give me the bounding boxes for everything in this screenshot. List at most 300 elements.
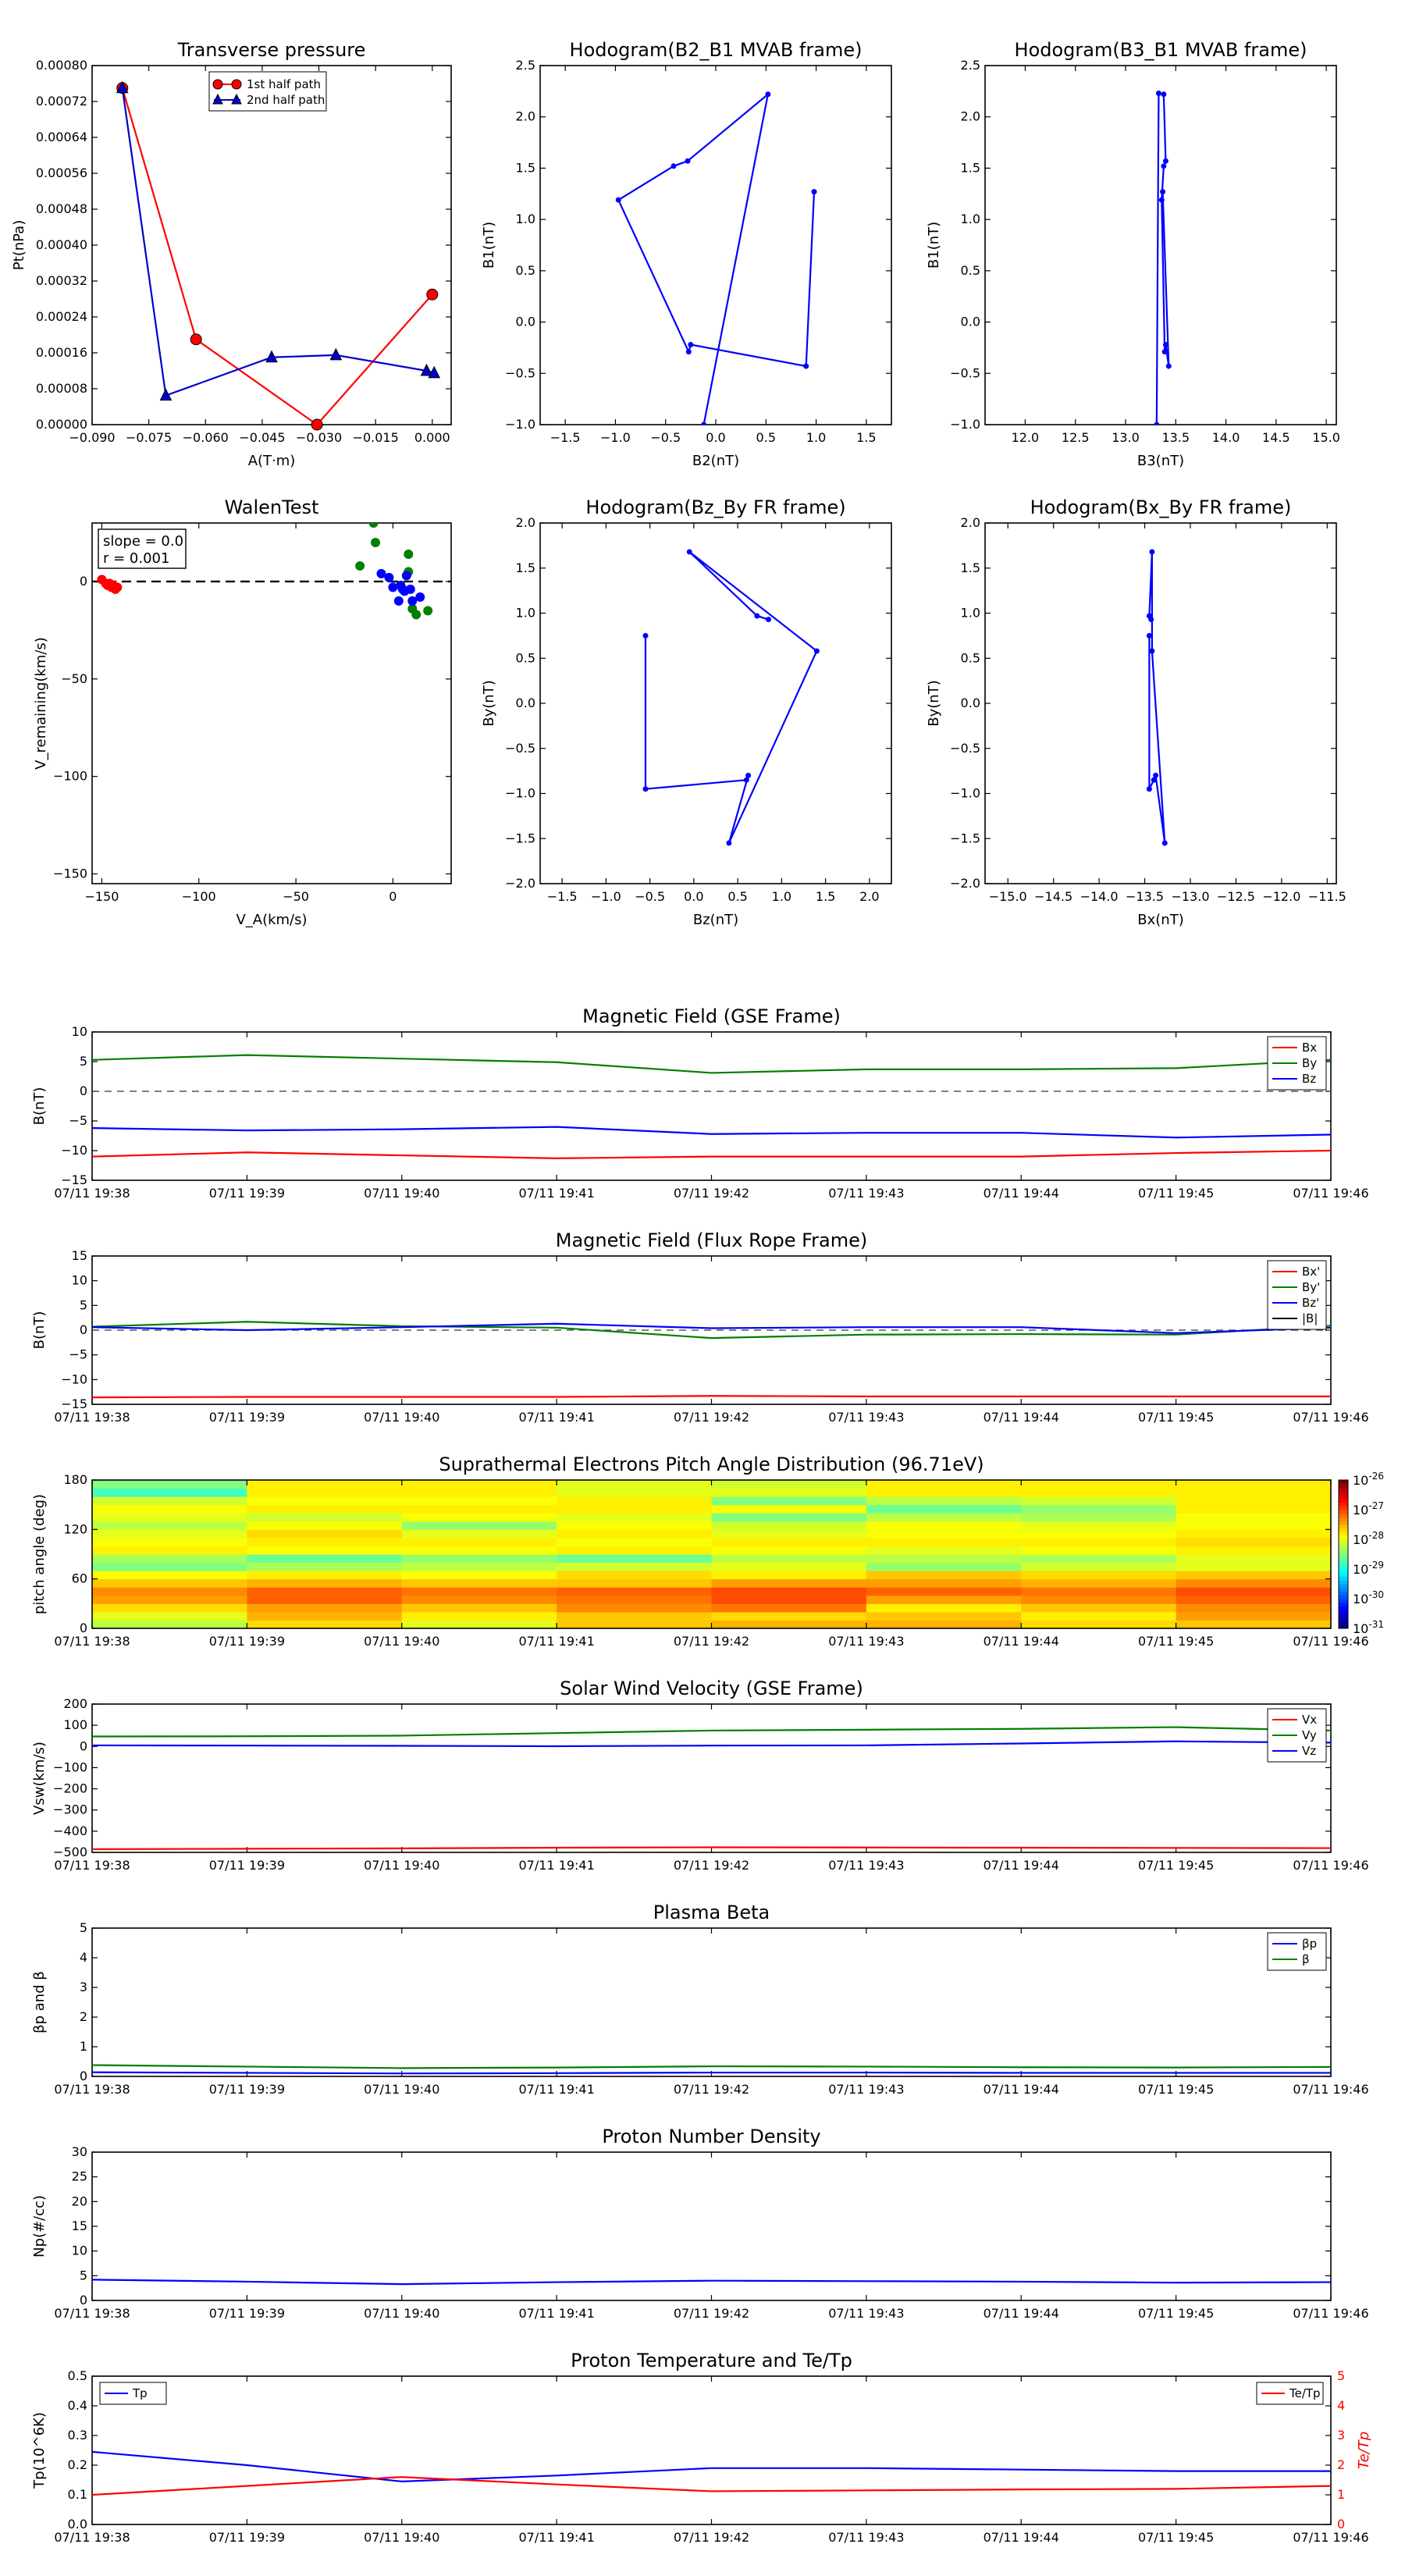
tp-x-tick-label: −0.030 xyxy=(295,430,343,445)
vsw-legend-label: Vz xyxy=(1302,1744,1317,1758)
vsw-y-tick-label: −400 xyxy=(53,1823,87,1838)
pad-x-tick-label: 07/11 19:46 xyxy=(1293,1634,1369,1649)
h4-x-tick-label: −14.5 xyxy=(1034,889,1073,904)
pad-cell xyxy=(92,1513,247,1521)
h3-x-tick-label: −0.5 xyxy=(635,889,666,904)
walen-data-point xyxy=(384,573,393,582)
mag_gse-x-tick-label: 07/11 19:41 xyxy=(518,1186,595,1201)
vsw-series-Vz xyxy=(92,1742,1331,1746)
h4-y-tick-label: −2.0 xyxy=(950,876,980,891)
tp-x-tick-label: 0.000 xyxy=(414,430,450,445)
h4-title: Hodogram(Bx_By FR frame) xyxy=(1030,496,1292,518)
mag_fr-y-tick-label: 15 xyxy=(71,1248,87,1263)
pad-cell xyxy=(712,1546,867,1554)
h1-plot-area xyxy=(616,91,817,427)
pad-cell xyxy=(866,1505,1022,1514)
h2-y-tick-label: −1.0 xyxy=(950,417,980,432)
pad-cell xyxy=(1021,1513,1176,1521)
pad-colorbar-segment xyxy=(1339,1580,1348,1584)
pad-cell xyxy=(1176,1596,1332,1604)
pad-cell xyxy=(247,1612,402,1621)
pad-cell xyxy=(1176,1513,1332,1521)
pad-cell xyxy=(712,1489,867,1497)
tp_ratio-x-tick-label: 07/11 19:44 xyxy=(983,2530,1059,2545)
mag_gse-y-tick-label: −5 xyxy=(69,1113,87,1128)
tp_ratio-legend-label: Te/Tp xyxy=(1289,2386,1321,2400)
tp-y-tick-label: 0.00072 xyxy=(35,94,87,109)
pad-cell xyxy=(247,1579,402,1588)
beta-x-tick-label: 07/11 19:40 xyxy=(364,2082,440,2097)
mag_fr-x-tick-label: 07/11 19:45 xyxy=(1137,1410,1215,1425)
h2-x-tick-label: 15.0 xyxy=(1312,430,1340,445)
pad-cell xyxy=(247,1620,402,1628)
np-y-tick-label: 30 xyxy=(71,2144,87,2159)
pad-cell xyxy=(712,1529,867,1538)
beta-axes-frame xyxy=(92,1928,1331,2076)
pad-cell xyxy=(92,1546,247,1554)
pad-cell xyxy=(866,1612,1022,1621)
walen-data-point xyxy=(402,571,411,580)
pad-cell xyxy=(557,1480,712,1489)
pad-cell xyxy=(557,1489,712,1497)
vsw-x-tick-label: 07/11 19:45 xyxy=(1137,1858,1215,1873)
pad-cell xyxy=(557,1521,712,1530)
h2-y-tick-label: 0.0 xyxy=(960,314,980,329)
pad-colorbar-segment xyxy=(1339,1521,1348,1525)
tp_ratio-y2-axis-label: Te/Tp xyxy=(1356,2431,1372,2470)
tp_ratio-x-tick-label: 07/11 19:40 xyxy=(364,2530,440,2545)
mag_fr-x-tick-label: 07/11 19:38 xyxy=(54,1410,130,1425)
walen-data-point xyxy=(404,550,413,559)
tp_ratio-x-tick-label: 07/11 19:39 xyxy=(208,2530,286,2545)
mag_fr-x-tick-label: 07/11 19:44 xyxy=(983,1410,1059,1425)
h2-plot-area xyxy=(1154,91,1171,428)
pad-cell xyxy=(1021,1496,1176,1505)
tp-y-tick-label: 0.00024 xyxy=(35,309,87,324)
pad-cell xyxy=(557,1538,712,1546)
beta-y-tick-label: 3 xyxy=(79,1980,87,1994)
np-x-tick-label: 07/11 19:44 xyxy=(983,2306,1059,2321)
mag_fr-x-tick-label: 07/11 19:40 xyxy=(364,1410,440,1425)
tp_ratio-y2-tick-label: 0 xyxy=(1337,2517,1346,2532)
tp_ratio-y2-tick-label: 1 xyxy=(1337,2487,1346,2502)
pad-colorbar-tick-label: $10^{-31}$ xyxy=(1353,1619,1384,1636)
pad-cell xyxy=(402,1571,557,1579)
pad-colorbar-segment xyxy=(1339,1525,1348,1528)
pad-title: Suprathermal Electrons Pitch Angle Distribution (96.71eV) xyxy=(439,1453,984,1475)
pad-colorbar-segment xyxy=(1339,1547,1348,1551)
tp-y-tick-label: 0.00032 xyxy=(35,273,87,288)
pad-cell xyxy=(402,1529,557,1538)
h1-data-point xyxy=(812,189,817,194)
tp-plot-area xyxy=(123,88,434,425)
tp-series-line xyxy=(123,88,432,425)
h4-y-tick-label: 0.0 xyxy=(960,696,980,710)
mag_gse-axes-frame xyxy=(92,1032,1331,1180)
pad-y-tick-label: 180 xyxy=(63,1472,87,1487)
pad-cell xyxy=(866,1496,1022,1505)
mag_fr-y-tick-label: −5 xyxy=(69,1347,87,1362)
walen-data-point xyxy=(406,585,415,594)
h2-data-point xyxy=(1160,189,1165,194)
tp-y-tick-label: 0.00064 xyxy=(35,130,87,144)
pad-colorbar-segment xyxy=(1339,1621,1348,1625)
pad-cell xyxy=(866,1579,1022,1588)
pad-colorbar-segment xyxy=(1339,1599,1348,1603)
np-x-tick-label: 07/11 19:43 xyxy=(828,2306,905,2321)
h1-x-tick-label: −0.5 xyxy=(650,430,681,445)
h3-data-point xyxy=(745,773,751,778)
pad-cell xyxy=(92,1480,247,1489)
walen-panel xyxy=(33,496,451,928)
walen-data-point xyxy=(423,606,432,615)
h2-series-line xyxy=(1157,93,1168,425)
h3-x-tick-label: 2.0 xyxy=(859,889,880,904)
h1-data-point xyxy=(616,197,621,203)
tp_ratio-y-tick-label: 0.2 xyxy=(67,2457,87,2472)
vsw-axes-frame xyxy=(92,1704,1331,1852)
pad-colorbar-segment xyxy=(1339,1603,1348,1606)
vsw-x-tick-label: 07/11 19:46 xyxy=(1293,1858,1369,1873)
pad-colorbar-segment xyxy=(1339,1606,1348,1610)
pad-cell xyxy=(557,1496,712,1505)
h1-data-point xyxy=(701,422,706,428)
pad-x-tick-label: 07/11 19:39 xyxy=(208,1634,286,1649)
pad-cell xyxy=(1021,1538,1176,1546)
np-axes-frame xyxy=(92,2152,1331,2300)
pad-cell xyxy=(247,1538,402,1546)
pad-colorbar-segment xyxy=(1339,1506,1348,1510)
pad-colorbar-segment xyxy=(1339,1543,1348,1547)
h3-panel xyxy=(481,496,891,928)
pad-cell xyxy=(402,1521,557,1530)
h4-y-tick-label: −1.0 xyxy=(950,785,980,801)
pad-colorbar-segment xyxy=(1339,1514,1348,1517)
tp-x-tick-label: −0.015 xyxy=(352,430,399,445)
h3-y-tick-label: 0.0 xyxy=(515,696,535,710)
tp-y-tick-label: 0.00016 xyxy=(35,345,87,360)
mag_gse-y-tick-label: 10 xyxy=(71,1024,87,1039)
pad-cell xyxy=(92,1563,247,1571)
pad-colorbar-segment xyxy=(1339,1535,1348,1539)
beta-x-tick-label: 07/11 19:38 xyxy=(54,2082,130,2097)
h4-data-point xyxy=(1149,649,1154,654)
h2-data-point xyxy=(1166,364,1172,369)
vsw-y-tick-label: 0 xyxy=(79,1738,87,1754)
pad-cell xyxy=(1176,1521,1332,1530)
vsw-x-tick-label: 07/11 19:42 xyxy=(673,1858,750,1873)
tp-y-tick-label: 0.00080 xyxy=(35,58,87,73)
h4-y-tick-label: 1.0 xyxy=(960,605,980,621)
h2-y-axis-label: B1(nT) xyxy=(926,221,942,269)
h3-x-tick-label: 1.0 xyxy=(771,889,792,904)
np-series-line xyxy=(92,2279,1331,2284)
h1-x-tick-label: −1.0 xyxy=(599,430,631,445)
pad-cell xyxy=(712,1521,867,1530)
mag_fr-legend-label: By' xyxy=(1302,1280,1321,1294)
tp-data-point xyxy=(190,334,201,345)
pad-x-tick-label: 07/11 19:45 xyxy=(1137,1634,1215,1649)
tp_ratio-y-tick-label: 0.0 xyxy=(67,2517,87,2532)
h1-y-tick-label: −0.5 xyxy=(505,365,535,381)
pad-colorbar-segment xyxy=(1339,1610,1348,1614)
pad-cell xyxy=(712,1538,867,1546)
pad-cell xyxy=(866,1596,1022,1604)
tp_ratio-y-axis-label: Tp(10^6K) xyxy=(31,2412,48,2489)
h2-x-tick-label: 14.0 xyxy=(1211,430,1240,445)
tp_ratio-y2-tick-label: 5 xyxy=(1337,2368,1346,2383)
mag_gse-series-By xyxy=(92,1055,1331,1073)
tp-legend-marker xyxy=(213,80,222,89)
pad-x-tick-label: 07/11 19:42 xyxy=(673,1634,750,1649)
pad-cell xyxy=(1176,1563,1332,1571)
tp-y-tick-label: 0.00000 xyxy=(35,417,87,432)
pad-cell xyxy=(712,1480,867,1489)
h2-x-axis-label: B3(nT) xyxy=(1136,453,1185,469)
walen-data-point xyxy=(411,610,421,619)
mag_fr-y-tick-label: 5 xyxy=(79,1297,87,1313)
pad-cell xyxy=(866,1489,1022,1497)
mag_gse-title: Magnetic Field (GSE Frame) xyxy=(582,1005,841,1027)
h2-axes-frame xyxy=(985,66,1336,425)
h3-y-tick-label: −0.5 xyxy=(505,740,535,756)
mag_fr-panel xyxy=(31,1229,1369,1425)
tp-series-line xyxy=(123,88,434,396)
mag_fr-x-tick-label: 07/11 19:46 xyxy=(1293,1410,1369,1425)
mag_gse-panel xyxy=(31,1005,1369,1201)
mag_gse-x-tick-label: 07/11 19:44 xyxy=(983,1186,1059,1201)
np-x-tick-label: 07/11 19:38 xyxy=(54,2306,130,2321)
pad-colorbar-segment xyxy=(1339,1577,1348,1581)
h3-y-tick-label: −1.5 xyxy=(505,831,535,846)
pad-cell xyxy=(402,1587,557,1596)
np-y-tick-label: 5 xyxy=(79,2268,87,2283)
tp-x-tick-label: −0.060 xyxy=(182,430,229,445)
np-x-tick-label: 07/11 19:40 xyxy=(364,2306,440,2321)
vsw-x-tick-label: 07/11 19:43 xyxy=(828,1858,905,1873)
mag_gse-x-tick-label: 07/11 19:46 xyxy=(1293,1186,1369,1201)
pad-cell xyxy=(247,1546,402,1554)
beta-y-tick-label: 0 xyxy=(79,2069,87,2083)
pad-y-tick-label: 60 xyxy=(71,1571,87,1586)
h1-x-tick-label: 0.5 xyxy=(756,430,777,445)
mag_fr-y-tick-label: −15 xyxy=(61,1397,87,1411)
mag_fr-x-tick-label: 07/11 19:42 xyxy=(673,1410,750,1425)
tp-data-point xyxy=(311,419,322,430)
h4-x-tick-label: −11.5 xyxy=(1307,889,1346,904)
pad-colorbar-segment xyxy=(1339,1614,1348,1617)
walen-title: WalenTest xyxy=(224,496,319,518)
pad-cell xyxy=(402,1612,557,1621)
tp-axes-frame xyxy=(92,66,451,425)
tp_ratio-series-Tp xyxy=(92,2452,1331,2482)
pad-cell xyxy=(1176,1538,1332,1546)
walen-data-point xyxy=(112,582,122,592)
mag_gse-legend-label: Bz xyxy=(1302,1072,1317,1086)
pad-cell xyxy=(1021,1612,1176,1621)
h1-y-axis-label: B1(nT) xyxy=(481,221,497,269)
h4-series-line xyxy=(1149,552,1165,843)
tp_ratio-series-TeTp xyxy=(92,2477,1331,2495)
pad-colorbar-segment xyxy=(1339,1584,1348,1588)
h2-y-tick-label: 0.5 xyxy=(960,262,980,278)
pad-cell xyxy=(557,1579,712,1588)
np-x-tick-label: 07/11 19:42 xyxy=(673,2306,750,2321)
pad-cell xyxy=(712,1505,867,1514)
h4-y-tick-label: −1.5 xyxy=(950,831,980,846)
h2-y-tick-label: 2.0 xyxy=(960,109,980,124)
h2-panel xyxy=(926,39,1340,469)
pad-cell xyxy=(557,1596,712,1604)
beta-x-tick-label: 07/11 19:44 xyxy=(983,2082,1059,2097)
h3-data-point xyxy=(643,786,649,792)
pad-cell xyxy=(557,1620,712,1628)
pad-colorbar-segment xyxy=(1339,1569,1348,1573)
walen-data-point xyxy=(355,561,365,571)
pad-cell xyxy=(1176,1603,1332,1612)
mag_fr-y-tick-label: −10 xyxy=(61,1372,87,1387)
walen-x-tick-label: −50 xyxy=(283,889,309,904)
pad-x-tick-label: 07/11 19:38 xyxy=(54,1634,130,1649)
pad-cell xyxy=(712,1563,867,1571)
h3-title: Hodogram(Bz_By FR frame) xyxy=(585,496,846,518)
pad-colorbar-segment xyxy=(1339,1528,1348,1532)
h2-data-point xyxy=(1163,158,1168,164)
h1-y-tick-label: 2.5 xyxy=(515,58,535,73)
beta-legend-label: β xyxy=(1302,1952,1310,1966)
beta-y-tick-label: 5 xyxy=(79,1920,87,1935)
beta-x-tick-label: 07/11 19:43 xyxy=(828,2082,905,2097)
tp_ratio-y-tick-label: 0.4 xyxy=(67,2398,87,2413)
pad-cell xyxy=(712,1571,867,1579)
h2-x-tick-label: 14.5 xyxy=(1262,430,1290,445)
h4-axes-frame xyxy=(985,523,1336,884)
np-y-tick-label: 25 xyxy=(71,2169,87,2184)
pad-cell xyxy=(92,1620,247,1628)
pad-cell xyxy=(866,1587,1022,1596)
h4-y-tick-label: 2.0 xyxy=(960,515,980,530)
h4-data-point xyxy=(1147,786,1152,792)
pad-cell xyxy=(402,1596,557,1604)
tp-data-point xyxy=(427,289,438,300)
h1-data-point xyxy=(688,342,693,347)
pad-cell xyxy=(92,1538,247,1546)
pad-cell xyxy=(1021,1546,1176,1554)
h3-x-tick-label: 0.5 xyxy=(727,889,748,904)
h3-y-axis-label: By(nT) xyxy=(481,680,497,727)
h3-y-tick-label: −1.0 xyxy=(505,785,535,801)
h2-data-point xyxy=(1156,91,1161,96)
h2-data-point xyxy=(1159,197,1165,203)
pad-cell xyxy=(1176,1612,1332,1621)
pad-colorbar-segment xyxy=(1339,1550,1348,1554)
h2-data-point xyxy=(1154,422,1159,428)
pad-cell xyxy=(1021,1596,1176,1604)
tp-x-tick-label: −0.090 xyxy=(69,430,116,445)
pad-cell xyxy=(712,1513,867,1521)
tp-title: Transverse pressure xyxy=(177,39,366,61)
pad-colorbar-tick-label: $10^{-30}$ xyxy=(1353,1589,1384,1606)
beta-series- xyxy=(92,2065,1331,2069)
h2-y-tick-label: 1.0 xyxy=(960,212,980,227)
pad-colorbar-segment xyxy=(1339,1558,1348,1562)
pad-colorbar-segment xyxy=(1339,1554,1348,1558)
h1-x-axis-label: B2(nT) xyxy=(692,453,740,469)
pad-cell xyxy=(402,1489,557,1497)
mag_gse-y-tick-label: −15 xyxy=(61,1172,87,1187)
h3-y-tick-label: 0.5 xyxy=(515,650,535,666)
vsw-y-tick-label: −300 xyxy=(53,1802,87,1817)
h1-x-tick-label: 1.5 xyxy=(856,430,877,445)
h4-x-axis-label: Bx(nT) xyxy=(1137,912,1184,928)
pad-cell xyxy=(1176,1529,1332,1538)
mag_fr-legend-label: |B| xyxy=(1302,1311,1318,1325)
beta-y-tick-label: 4 xyxy=(79,1950,87,1965)
mag_gse-x-tick-label: 07/11 19:38 xyxy=(54,1186,130,1201)
np-x-tick-label: 07/11 19:46 xyxy=(1293,2306,1369,2321)
pad-cell xyxy=(712,1496,867,1505)
pad-cell xyxy=(1021,1579,1176,1588)
h4-plot-area xyxy=(1147,549,1168,845)
mag_fr-legend-label: Bx' xyxy=(1302,1265,1321,1279)
pad-colorbar-segment xyxy=(1339,1499,1348,1503)
h4-x-tick-label: −12.0 xyxy=(1262,889,1301,904)
pad-cell xyxy=(92,1603,247,1612)
walen-y-tick-label: −150 xyxy=(53,866,87,881)
pad-cell xyxy=(1176,1480,1332,1489)
h4-x-tick-label: −12.5 xyxy=(1216,889,1255,904)
tp-y-axis-label: Pt(nPa) xyxy=(11,219,27,271)
tp_ratio-y-tick-label: 0.1 xyxy=(67,2487,87,2502)
pad-cell xyxy=(712,1603,867,1612)
h2-x-tick-label: 12.5 xyxy=(1061,430,1090,445)
pad-colorbar-segment xyxy=(1339,1484,1348,1488)
pad-cell xyxy=(1176,1546,1332,1554)
mag_fr-title: Magnetic Field (Flux Rope Frame) xyxy=(555,1229,868,1251)
pad-cell xyxy=(1176,1587,1332,1596)
beta-y-tick-label: 2 xyxy=(79,2009,87,2024)
vsw-title: Solar Wind Velocity (GSE Frame) xyxy=(560,1678,863,1699)
pad-cell xyxy=(1176,1489,1332,1497)
pad-cell xyxy=(92,1587,247,1596)
pad-colorbar-segment xyxy=(1339,1503,1348,1507)
tp-panel xyxy=(11,39,451,469)
h3-x-tick-label: −1.5 xyxy=(546,889,578,904)
h4-y-tick-label: 0.5 xyxy=(960,650,980,666)
mag_gse-x-tick-label: 07/11 19:40 xyxy=(364,1186,440,1201)
pad-cell xyxy=(92,1579,247,1588)
walen-data-point xyxy=(371,538,380,547)
vsw-series-Vy xyxy=(92,1727,1331,1737)
pad-colorbar-segment xyxy=(1339,1573,1348,1577)
pad-cell xyxy=(557,1587,712,1596)
pad-cell xyxy=(402,1505,557,1514)
h4-data-point xyxy=(1147,633,1152,639)
h1-x-tick-label: −1.5 xyxy=(550,430,581,445)
pad-cell xyxy=(402,1513,557,1521)
np-x-tick-label: 07/11 19:41 xyxy=(518,2306,595,2321)
walen-x-tick-label: 0 xyxy=(389,889,397,904)
pad-cell xyxy=(1021,1554,1176,1563)
walen-x-axis-label: V_A(km/s) xyxy=(236,912,308,928)
beta-y-tick-label: 1 xyxy=(79,2039,87,2054)
pad-cell xyxy=(92,1554,247,1563)
h4-x-tick-label: −14.0 xyxy=(1080,889,1119,904)
h2-title: Hodogram(B3_B1 MVAB frame) xyxy=(1014,39,1307,61)
pad-cell xyxy=(402,1496,557,1505)
pad-cell xyxy=(402,1546,557,1554)
h1-series-line xyxy=(618,94,814,425)
